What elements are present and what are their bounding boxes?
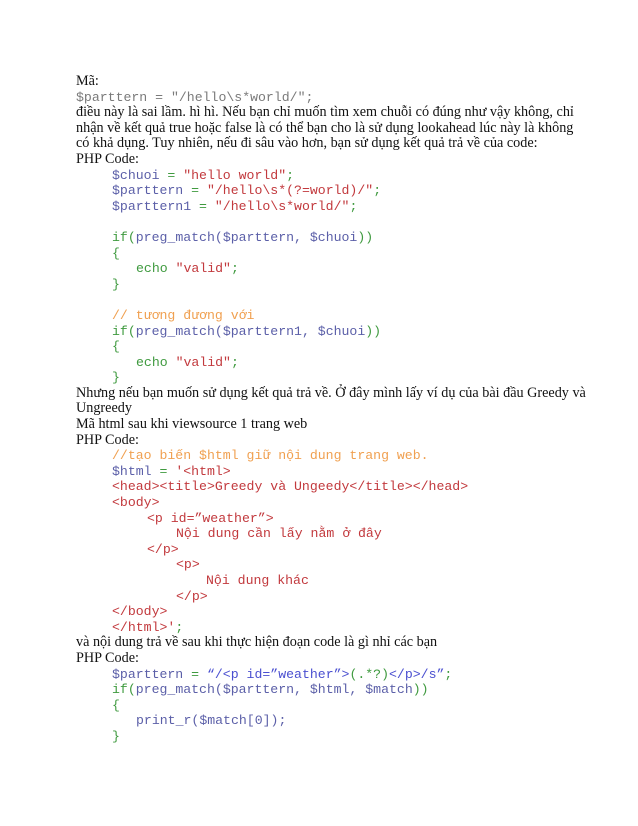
code-group: (.*?)	[349, 666, 390, 682]
code-semicolon: ;	[175, 619, 184, 635]
code-line	[76, 464, 576, 480]
code-var: $parttern1	[112, 198, 192, 214]
code-brace-close: }	[112, 276, 120, 292]
code-var: $chuoi	[112, 167, 160, 183]
code-inline-pattern: $parttern = "/hello\s*world/";	[76, 89, 314, 105]
code-semicolon: ;	[230, 354, 239, 370]
code-semicolon: ;	[230, 261, 239, 277]
code-line	[76, 667, 576, 683]
paragraph-1-line-1: điều này là sai lầm. hì hì. Nếu bạn chỉ muốn tìm xem chuỗi có đúng như vậy không, chỉ	[76, 104, 574, 121]
code-string: <p id=”weather”>	[147, 510, 274, 526]
php-code-label: PHP Code:	[76, 431, 139, 448]
code-op: =	[159, 167, 184, 183]
label-ma: Mã:	[76, 73, 99, 89]
code-function: preg_match(	[135, 682, 223, 698]
code-keyword: if(	[112, 229, 136, 245]
code-string: </p>	[176, 588, 208, 604]
code-string: </p>	[147, 541, 179, 557]
code-string: "valid"	[175, 354, 231, 370]
code-function: print_r(	[136, 713, 200, 729]
code-brace-close: }	[112, 728, 120, 744]
code-line	[76, 620, 576, 636]
code-args: $match[0]	[199, 713, 271, 729]
paragraph-3: Mã html sau khi viewsource 1 trang web	[76, 416, 308, 433]
code-paren: ))	[412, 682, 429, 698]
blank-line	[76, 292, 576, 308]
paragraph-4: và nội dung trả về sau khi thực hiện đoạn code là gì nhỉ các bạn	[76, 634, 438, 651]
code-var: $parttern	[112, 183, 184, 199]
document-page	[76, 73, 586, 745]
code-op: =	[183, 666, 207, 682]
code-op: =	[151, 463, 176, 479]
code-line	[76, 183, 576, 199]
code-line	[76, 355, 576, 371]
code-line	[76, 199, 576, 215]
code-string: "valid"	[175, 261, 231, 277]
code-brace-open: {	[112, 339, 120, 355]
code-string: <body>	[112, 495, 160, 511]
code-string: <head><title>Greedy và Ungeedy</title></head>	[112, 479, 469, 495]
code-line	[76, 261, 576, 277]
paragraph-1-line-2: nhận về kết quả true hoặc false là có thể bạn cho là sử dụng lookahead lúc này là không	[76, 119, 574, 136]
code-line	[76, 713, 576, 729]
code-string: Nội dung khác	[206, 573, 309, 588]
code-brace-open: {	[112, 245, 120, 261]
php-code-label: PHP Code:	[76, 649, 139, 666]
code-keyword: if(	[112, 682, 136, 698]
code-keyword: echo	[136, 261, 176, 277]
paragraph-2-line-1: Nhưng nếu bạn muốn sử dụng kết quả trả về. Ở đây mình lấy ví dụ của bài đầu Greedy và	[76, 384, 586, 401]
code-string: </p>/s”	[389, 666, 445, 682]
code-args: $parttern1, $chuoi	[222, 323, 366, 339]
code-semicolon: ;	[286, 167, 295, 183]
code-semicolon: ;	[444, 666, 453, 682]
paragraph-1-line-3: có khả dụng. Tuy nhiên, nếu đi sâu vào hơn, bạn sử dụng kết quả trả về của code:	[76, 135, 538, 152]
code-semicolon: ;	[373, 183, 382, 199]
code-function: preg_match(	[135, 323, 223, 339]
blank-line	[76, 214, 576, 230]
code-line	[76, 230, 576, 246]
code-comment: //tạo biến $html giữ nội dung trang web.	[112, 448, 429, 464]
code-string: </body>	[112, 604, 168, 620]
code-string: "/hello\s*world/"	[214, 198, 350, 214]
code-keyword: if(	[112, 323, 136, 339]
code-op: =	[183, 183, 207, 199]
paragraph-2-line-2: Ungreedy	[76, 400, 132, 417]
code-paren: );	[270, 713, 287, 729]
code-keyword: echo	[136, 354, 176, 370]
code-string: <p>	[176, 557, 200, 573]
code-brace-open: {	[112, 697, 120, 713]
code-line	[76, 168, 576, 184]
code-string: Nội dung cần lấy nằm ở đây	[176, 526, 382, 542]
code-string: </html>'	[112, 619, 176, 635]
code-string: “/<p id=”weather”>	[206, 666, 350, 682]
php-code-label: PHP Code:	[76, 150, 139, 167]
code-string: "hello world"	[183, 167, 287, 183]
code-semicolon: ;	[349, 198, 358, 214]
code-function: preg_match(	[135, 229, 223, 245]
code-line	[76, 682, 576, 698]
code-line	[76, 324, 576, 340]
code-string: "/hello\s*(?=world)/"	[206, 183, 374, 199]
code-args: $parttern, $chuoi	[222, 229, 358, 245]
code-paren: ))	[365, 323, 382, 339]
code-paren: ))	[357, 229, 374, 245]
code-var: $html	[112, 463, 152, 479]
code-op: =	[191, 198, 215, 214]
code-brace-close: }	[112, 370, 120, 386]
code-var: $parttern	[112, 666, 184, 682]
code-string: '<html>	[175, 463, 231, 479]
code-args: $parttern, $html, $match	[222, 682, 413, 698]
code-comment: // tương đương với	[112, 307, 255, 323]
